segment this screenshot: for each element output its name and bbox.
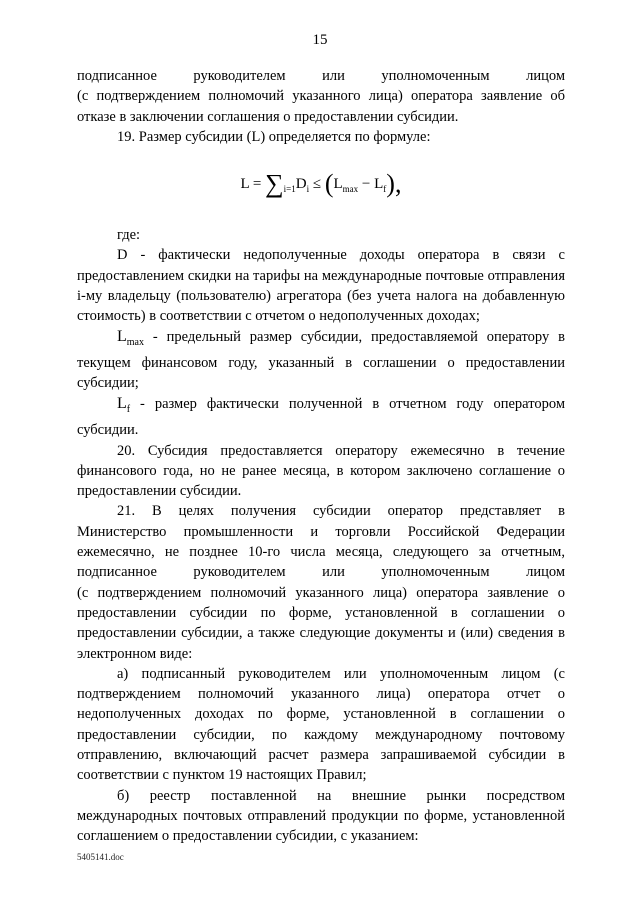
definition-d: D - фактически недополученные доходы оператора в связи с предоставлением скидки на тарифы на международные почтовые отправления i-му владельцу (пользователю) агрегатора (без учета налога на добавленную стоимость) в соответствии с отчетом о недополученных доходах; [77, 247, 565, 325]
sum-symbol: ∑ [265, 169, 284, 199]
page-number: 15 [312, 32, 328, 48]
formula-d-index: i [306, 184, 310, 195]
paragraph-continuation-rest: (с подтверждением полномочий указанного лица) оператора заявление об отказе в заключении соглашения о предоставлении субсидии. [77, 88, 565, 125]
formula-lhs: L = [240, 176, 266, 193]
definition-lmax: $L_{max}$ - предельный размер субсидии, предоставляемой оператору в текущем финансовом году, указанный в соглашении о предоставлении субсидии; [77, 327, 565, 392]
formula-lmax: L [333, 176, 343, 193]
formula-d: D [295, 176, 307, 193]
file-name-footer: 5405141.doc [77, 852, 124, 862]
paragraph-21-part3: (с подтверждением полномочий указанного лица) оператора заявление о предоставлении субсидии по форме, установленной в соглашении о предоставлении субсидии, а также следующие документы и (или) сведения в электронном виде: [77, 584, 565, 662]
document-body [77, 66, 565, 846]
paragraph-20: 20. Субсидия предоставляется оператору ежемесячно в течение финансового года, но не ранее месяца, в котором заключено соглашение о предоставлении субсидии. [77, 442, 565, 500]
list-item-a: а) подписанный руководителем или уполномоченным лицом (с подтверждением полномочий указанного лица) оператора отчет о недополученных доходах по форме, установленной в соглашении о предоставлении субсидии, по каждому международному почтовому отправлению, включающий расчет размера запрашиваемой субсидии в соответствии с пунктом 19 настоящих Правил; [77, 665, 565, 784]
paragraph-continuation-line1: подписанное руководителем или уполномоченным лицом [77, 68, 565, 84]
definition-lf: $L_f$ - размер фактически полученной в отчетном году оператором субсидии. [77, 394, 565, 439]
paragraph-19: 19. Размер субсидии (L) определяется по формуле: [117, 128, 431, 145]
formula-minus: − [358, 176, 375, 193]
list-item-b: б) реестр поставленной на внешние рынки посредством международных почтовых отправлений продукции по форме, установленной соглашением о предоставлении субсидии, с указанием: [77, 787, 565, 845]
formula-close-paren: ), [386, 169, 402, 199]
sum-index: i=1 [283, 184, 296, 195]
formula-open-paren: ( [324, 169, 334, 199]
paragraph-21-part1: 21. В целях получения субсидии оператор представляет в Министерство промышленности и торговли Российской Федерации ежемесячно, не позднее 10-го числа месяца, следующего за отчетным, [77, 503, 565, 561]
lf-symbol: $L_f$ [117, 394, 131, 415]
paragraph-21-part2: подписанное руководителем или уполномоченным лицом [77, 564, 565, 581]
formula-le: ≤ [309, 176, 325, 193]
formula-lmax-index: max [342, 184, 359, 195]
subsidy-formula [77, 169, 565, 199]
formula-lf-index: f [383, 184, 387, 195]
lmax-symbol: $L_{max}$ [117, 327, 144, 348]
formula-lf: L [374, 176, 384, 193]
where-label: где: [117, 227, 141, 244]
